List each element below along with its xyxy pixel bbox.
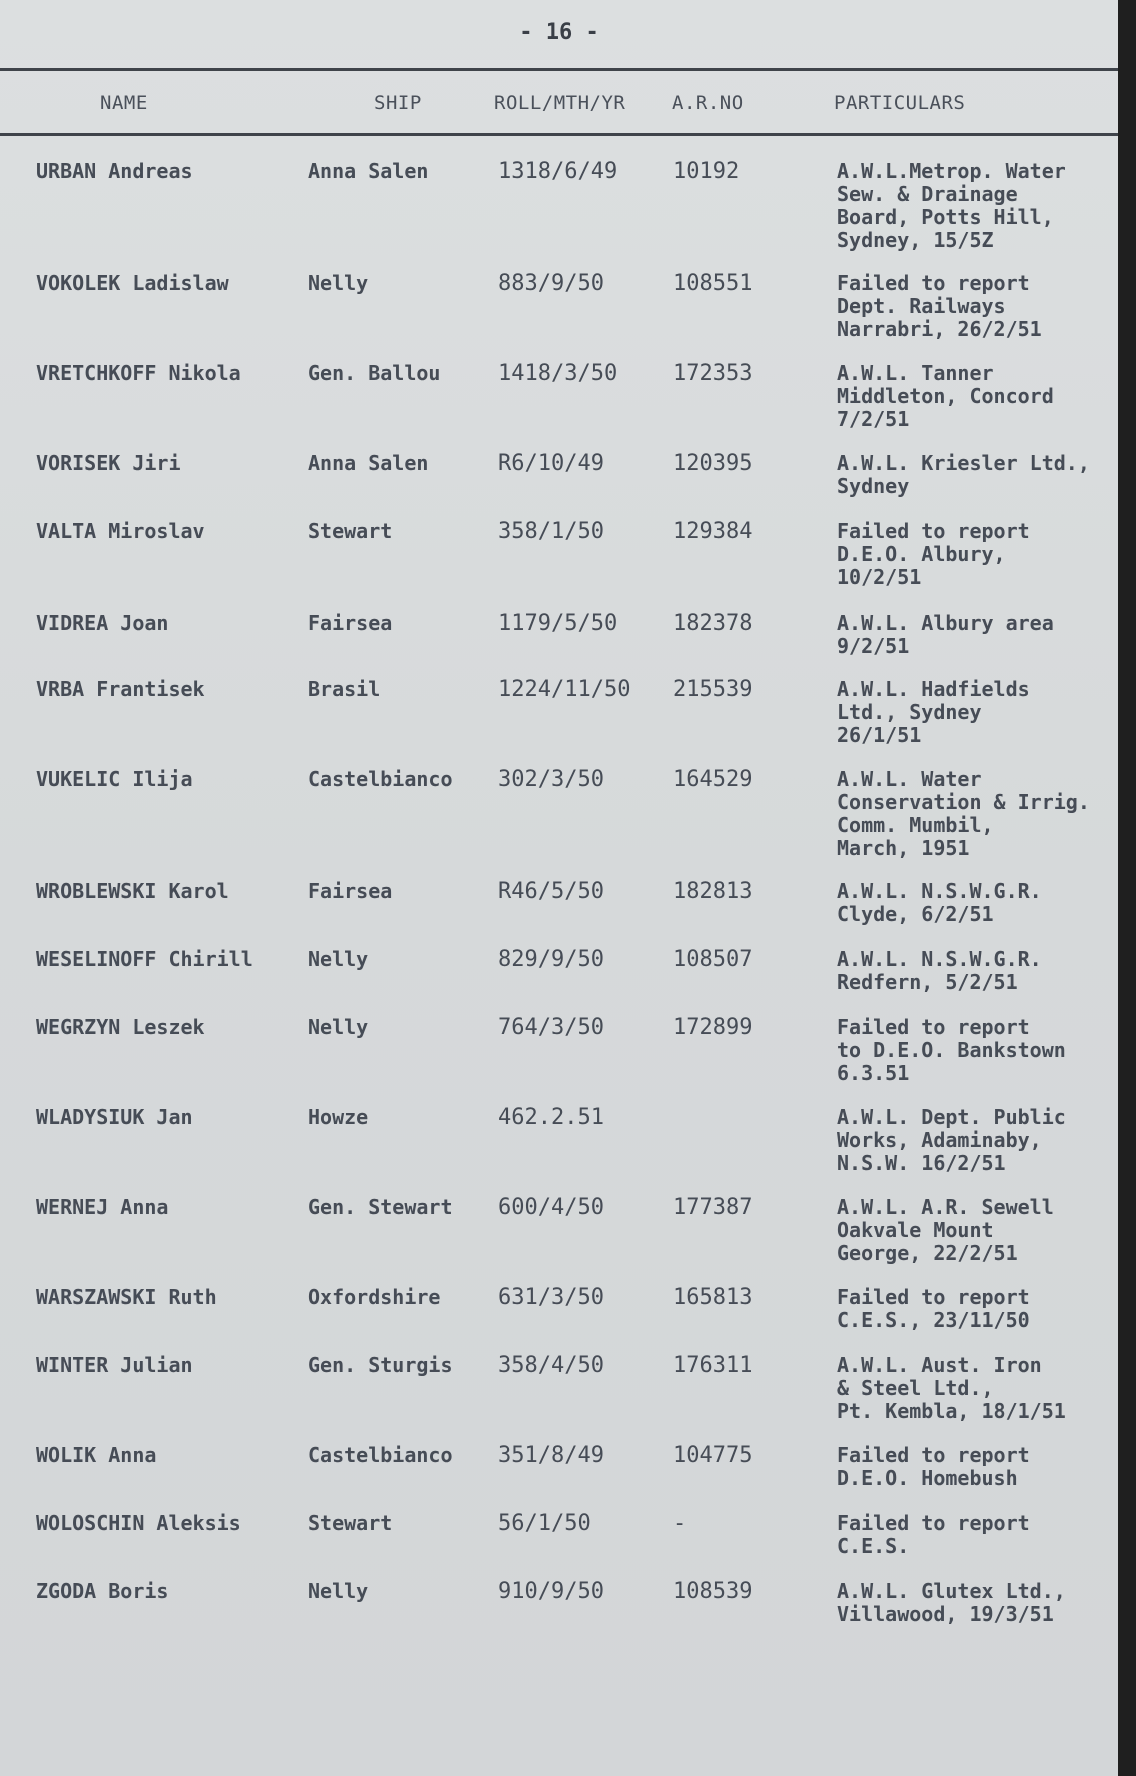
ship-cell: Anna Salen <box>308 451 429 475</box>
name-cell: URBAN Andreas <box>36 159 193 183</box>
header-bottom-rule <box>0 133 1118 136</box>
header-name: NAME <box>100 92 148 114</box>
ar-no-cell: 215539 <box>673 677 753 702</box>
ship-cell: Nelly <box>308 1579 369 1603</box>
name-cell: WINTER Julian <box>36 1353 193 1377</box>
name-cell: WROBLEWSKI Karol <box>36 879 229 903</box>
particulars-cell: Failed to report D.E.O. Albury, 10/2/51 <box>837 519 1030 589</box>
ship-cell: Gen. Stewart <box>308 1195 453 1219</box>
name-cell: WARSZAWSKI Ruth <box>36 1285 217 1309</box>
ship-cell: Castelbianco <box>308 767 453 791</box>
particulars-cell: A.W.L.Metrop. Water Sew. & Drainage Board, Potts Hill, Sydney, 15/5Z <box>837 159 1066 252</box>
name-cell: VRETCHKOFF Nikola <box>36 361 241 385</box>
roll-cell: 764/3/50 <box>498 1015 604 1040</box>
roll-cell: 358/4/50 <box>498 1353 604 1378</box>
roll-cell: 910/9/50 <box>498 1579 604 1604</box>
roll-cell: 1179/5/50 <box>498 611 618 636</box>
roll-cell: 56/1/50 <box>498 1511 591 1536</box>
roll-cell: 462.2.51 <box>498 1105 604 1130</box>
ar-no-cell: 108507 <box>673 947 753 972</box>
ar-no-cell: 10192 <box>673 159 740 184</box>
roll-cell: 631/3/50 <box>498 1285 604 1310</box>
ar-no-cell: 108551 <box>673 271 753 296</box>
particulars-cell: A.W.L. N.S.W.G.R. Redfern, 5/2/51 <box>837 947 1042 994</box>
particulars-cell: A.W.L. Water Conservation & Irrig. Comm. Mumbil, March, 1951 <box>837 767 1090 860</box>
particulars-cell: A.W.L. Hadfields Ltd., Sydney 26/1/51 <box>837 677 1030 747</box>
ship-cell: Nelly <box>308 271 369 295</box>
ar-no-cell: 176311 <box>673 1353 753 1378</box>
ship-cell: Fairsea <box>308 611 393 635</box>
name-cell: WEGRZYN Leszek <box>36 1015 205 1039</box>
particulars-cell: Failed to report D.E.O. Homebush <box>837 1443 1030 1490</box>
particulars-cell: A.W.L. Aust. Iron & Steel Ltd., Pt. Kembla, 18/1/51 <box>837 1353 1066 1423</box>
particulars-cell: Failed to report to D.E.O. Bankstown 6.3.51 <box>837 1015 1066 1085</box>
name-cell: VIDREA Joan <box>36 611 169 635</box>
header-top-rule <box>0 68 1118 71</box>
ship-cell: Stewart <box>308 1511 393 1535</box>
roll-cell: 351/8/49 <box>498 1443 604 1468</box>
particulars-cell: A.W.L. N.S.W.G.R. Clyde, 6/2/51 <box>837 879 1042 926</box>
ar-no-cell: 177387 <box>673 1195 753 1220</box>
particulars-cell: Failed to report C.E.S. <box>837 1511 1030 1558</box>
roll-cell: 883/9/50 <box>498 271 604 296</box>
name-cell: VALTA Miroslav <box>36 519 205 543</box>
particulars-cell: Failed to report Dept. Railways Narrabri, 26/2/51 <box>837 271 1042 341</box>
name-cell: WOLOSCHIN Aleksis <box>36 1511 241 1535</box>
ar-no-cell: 182813 <box>673 879 753 904</box>
name-cell: VORISEK Jiri <box>36 451 181 475</box>
ar-no-cell: 172899 <box>673 1015 753 1040</box>
name-cell: WERNEJ Anna <box>36 1195 169 1219</box>
particulars-cell: A.W.L. Tanner Middleton, Concord 7/2/51 <box>837 361 1054 431</box>
name-cell: WLADYSIUK Jan <box>36 1105 193 1129</box>
ship-cell: Castelbianco <box>308 1443 453 1467</box>
roll-cell: 1318/6/49 <box>498 159 618 184</box>
header-particulars: PARTICULARS <box>834 92 966 114</box>
name-cell: VRBA Frantisek <box>36 677 205 701</box>
particulars-cell: A.W.L. A.R. Sewell Oakvale Mount George, 22/2/51 <box>837 1195 1054 1265</box>
roll-cell: 358/1/50 <box>498 519 604 544</box>
ship-cell: Gen. Ballou <box>308 361 441 385</box>
header-roll: ROLL/MTH/YR <box>494 92 626 114</box>
particulars-cell: Failed to report C.E.S., 23/11/50 <box>837 1285 1030 1332</box>
ship-cell: Gen. Sturgis <box>308 1353 453 1377</box>
particulars-cell: A.W.L. Dept. Public Works, Adaminaby, N.S.W. 16/2/51 <box>837 1105 1066 1175</box>
name-cell: WOLIK Anna <box>36 1443 157 1467</box>
particulars-cell: A.W.L. Glutex Ltd., Villawood, 19/3/51 <box>837 1579 1066 1626</box>
header-ar-no: A.R.NO <box>672 92 744 114</box>
ar-no-cell: 120395 <box>673 451 753 476</box>
ar-no-cell: 164529 <box>673 767 753 792</box>
ar-no-cell: - <box>673 1511 687 1536</box>
particulars-cell: A.W.L. Albury area 9/2/51 <box>837 611 1054 658</box>
name-cell: VOKOLEK Ladislaw <box>36 271 229 295</box>
name-cell: WESELINOFF Chirill <box>36 947 253 971</box>
name-cell: ZGODA Boris <box>36 1579 169 1603</box>
roll-cell: 1418/3/50 <box>498 361 618 386</box>
ship-cell: Howze <box>308 1105 369 1129</box>
scan-edge <box>1118 0 1136 1776</box>
page-number: - 16 - <box>519 20 599 45</box>
ar-no-cell: 108539 <box>673 1579 753 1604</box>
ship-cell: Nelly <box>308 947 369 971</box>
ship-cell: Oxfordshire <box>308 1285 441 1309</box>
ship-cell: Brasil <box>308 677 381 701</box>
name-cell: VUKELIC Ilija <box>36 767 193 791</box>
ar-no-cell: 104775 <box>673 1443 753 1468</box>
ar-no-cell: 165813 <box>673 1285 753 1310</box>
roll-cell: R46/5/50 <box>498 879 604 904</box>
ar-no-cell: 129384 <box>673 519 753 544</box>
ar-no-cell: 172353 <box>673 361 753 386</box>
ship-cell: Stewart <box>308 519 393 543</box>
ar-no-cell: 182378 <box>673 611 753 636</box>
roll-cell: R6/10/49 <box>498 451 604 476</box>
particulars-cell: A.W.L. Kriesler Ltd., Sydney <box>837 451 1090 498</box>
roll-cell: 302/3/50 <box>498 767 604 792</box>
header-ship: SHIP <box>374 92 422 114</box>
ship-cell: Fairsea <box>308 879 393 903</box>
roll-cell: 600/4/50 <box>498 1195 604 1220</box>
ship-cell: Nelly <box>308 1015 369 1039</box>
roll-cell: 1224/11/50 <box>498 677 631 702</box>
ship-cell: Anna Salen <box>308 159 429 183</box>
roll-cell: 829/9/50 <box>498 947 604 972</box>
